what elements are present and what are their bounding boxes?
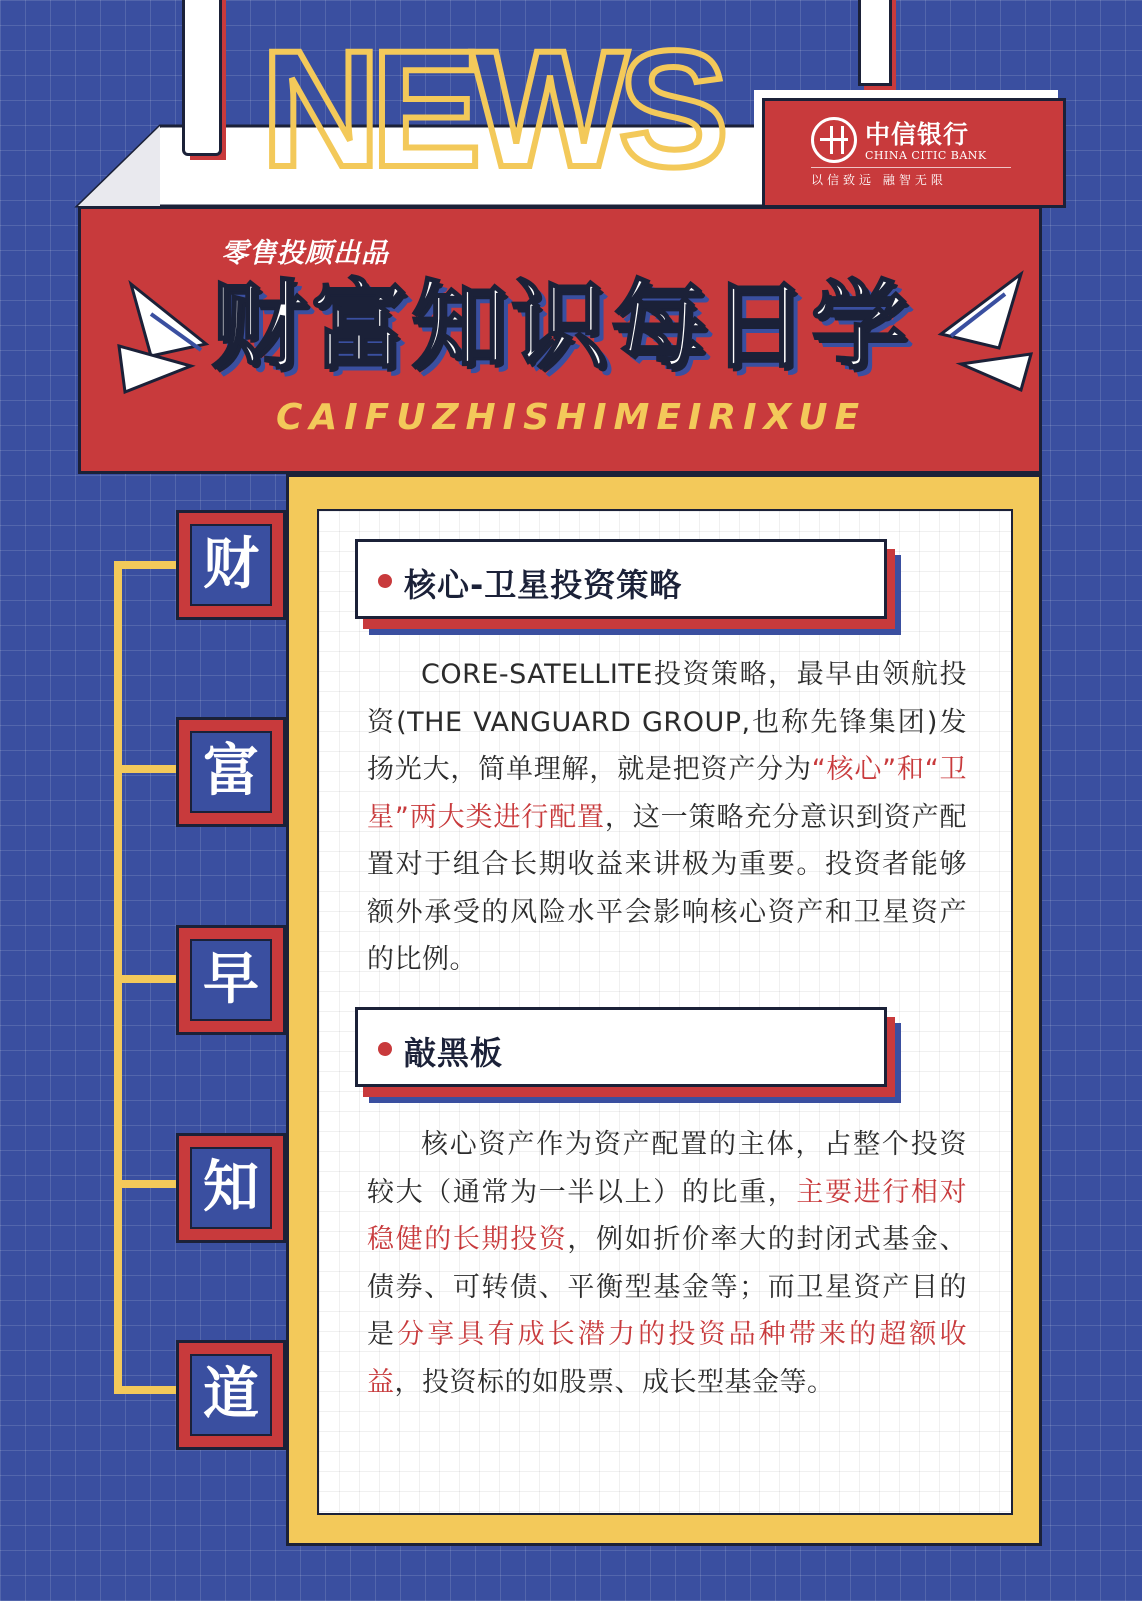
side-char-box xyxy=(176,717,286,827)
side-branch xyxy=(114,765,184,773)
paragraph-highlight: 分享具有成长潜力的投资品种带来的超额收益 xyxy=(367,1319,968,1398)
side-char-box xyxy=(176,510,286,620)
side-char: 早 xyxy=(190,939,272,1021)
section-paragraph xyxy=(367,1121,967,1406)
paragraph-text: CORE-SATELLITE投资策略，最早由领航投资(THE VANGUARD GROUP,也称先锋集团)发扬光大，简单理解，就是把资产分为 xyxy=(367,659,967,785)
bank-divider xyxy=(811,167,1011,168)
side-char: 知 xyxy=(190,1147,272,1229)
side-branch xyxy=(114,1386,184,1394)
section-heading xyxy=(355,539,887,619)
citic-logo-icon xyxy=(811,117,857,163)
post-right xyxy=(858,0,892,86)
bank-slogan: 以信致远 融智无限 xyxy=(811,173,947,187)
side-char-box xyxy=(176,925,286,1035)
section-title: 核心-卫星投资策略 xyxy=(404,566,683,604)
section-title: 敲黑板 xyxy=(404,1034,504,1072)
right-burst-decoration xyxy=(901,264,1041,404)
side-char: 道 xyxy=(190,1354,272,1436)
content-card-inner xyxy=(317,509,1013,1515)
paragraph-text: 核心资产作为资产配置的主体，占整个投资较大（通常为一半以上）的比重， xyxy=(367,1129,967,1208)
section-paragraph xyxy=(367,651,967,984)
news-word: NEWS xyxy=(261,17,719,202)
paragraph-highlight: 主要进行相对稳健的长期投资 xyxy=(367,1176,967,1255)
paragraph-text: ，这一策略充分意识到资产配置对于组合长期收益来讲极为重要。投资者能够额外承受的风险水平会影响核心资产和卫星资产的比例。 xyxy=(367,801,967,975)
title-banner xyxy=(78,206,1042,474)
side-char: 富 xyxy=(190,731,272,813)
bullet-dot-icon xyxy=(378,574,392,588)
bank-name-cn: 中信银行 xyxy=(865,120,970,149)
banner-subtitle: 零售投顾出品 xyxy=(221,238,389,269)
side-branch xyxy=(114,561,184,569)
content-card xyxy=(286,474,1042,1546)
side-char-box xyxy=(176,1133,286,1243)
page-title: 财富知识每日学 xyxy=(211,270,911,382)
side-char-box xyxy=(176,1340,286,1450)
section-heading xyxy=(355,1007,887,1087)
bullet-dot-icon xyxy=(378,1042,392,1056)
side-branch xyxy=(114,1180,184,1188)
paragraph-text: ，例如折价率大的封闭式基金、债券、可转债、平衡型基金等；而卫星资产目的是 xyxy=(367,1224,967,1350)
paragraph-text: ，投资标的如股票、成长型基金等。 xyxy=(394,1366,835,1398)
side-branch xyxy=(114,975,184,983)
post-left xyxy=(182,0,222,156)
side-char: 财 xyxy=(190,524,272,606)
paragraph-highlight: “核心”和“卫星”两大类进行配置 xyxy=(367,754,967,833)
title-pinyin: CAIFUZHISHIMEIRIXUE xyxy=(275,397,867,438)
bank-name-en: CHINA CITIC BANK xyxy=(865,149,987,162)
bank-badge xyxy=(762,98,1066,208)
